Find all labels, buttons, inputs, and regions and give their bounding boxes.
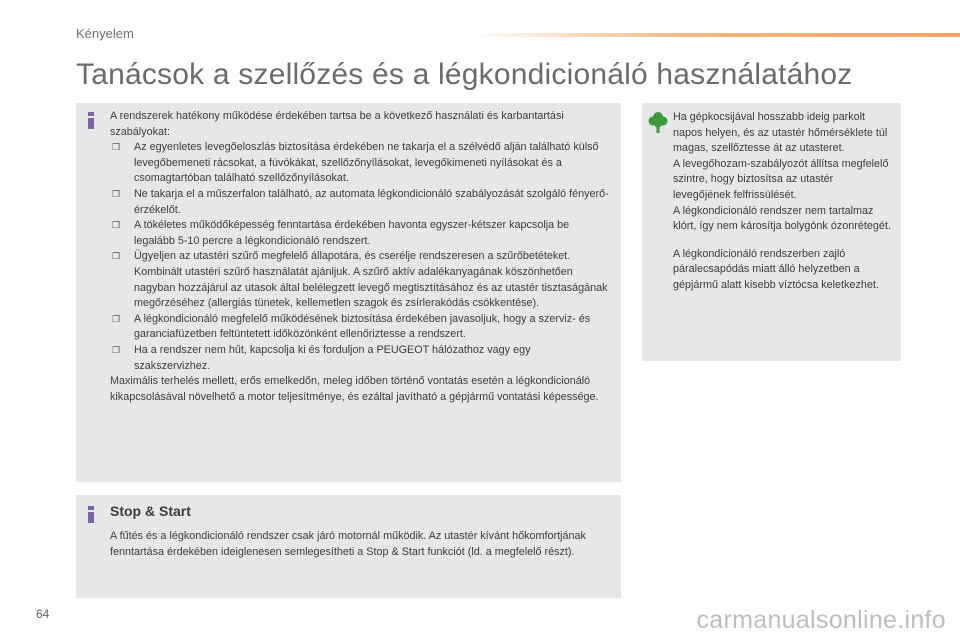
stop-start-title: Stop & Start <box>110 503 191 519</box>
eco-paragraph: Ha gépkocsijával hosszabb ideig parkolt napos helyen, és az utastér hőmérséklete túl magas, szellőztesse át az utasteret. <box>673 111 888 155</box>
checkbox-bullet-icon: ❒ <box>112 142 121 153</box>
checkbox-bullet-icon: ❒ <box>112 251 121 262</box>
page-number: 64 <box>36 607 50 621</box>
maintenance-list <box>110 140 609 265</box>
stop-start-text: A fűtés és a légkondicionáló rendszer csak járó motornál működik. Az utastér kívánt hőkomfortjának fenntartása érdekében ideiglenesen semlegesítheti a Stop & Start funkciót (ld. a megfelelő részt). <box>110 530 586 558</box>
eco-paragraph: A levegőhozam-szabályozót állítsa megfelelő szintre, hogy biztosítsa az utastér levegőjének felfrissülését. <box>673 157 889 201</box>
stop-start-box <box>76 495 621 598</box>
eco-paragraph: A légkondicionáló rendszerben zajló páralecsapódás miatt álló helyzetben a gépjármű alatt kisebb víztócsa keletkezhet. <box>673 247 879 291</box>
list-item: ❒ A tökéletes működőképesség fenntartása érdekében havonta egyszer-kétszer kapcsolja be legalább 5-10 percre a légkondicionáló rendszert. <box>112 219 570 247</box>
watermark: carmanualsonline.info <box>696 606 946 634</box>
section-label: Kényelem <box>76 26 134 41</box>
maintenance-list-2 <box>110 312 609 374</box>
eco-info-box <box>642 103 901 361</box>
checkbox-bullet-icon: ❒ <box>112 344 121 355</box>
list-item: ❒ Az egyenletes levegőeloszlás biztosítása érdekében ne takarja el a szélvédő alján található külső levegőbemeneti rácsokat, a fúvókákat, szellőzőnyílásokat, levegőkimeneti nyílásokat és a csomagtartóban található szellőzőnyílásokat. <box>112 141 599 185</box>
checkbox-bullet-icon: ❒ <box>112 313 121 324</box>
list-item: ❒ Ha a rendszer nem hűt, kapcsolja ki és forduljon a PEUGEOT hálózathoz vagy egy szakszervizhez. <box>112 343 531 372</box>
list-item: ❒ Ne takarja el a műszerfalon található, az automata légkondicionáló szabályozását szolgáló fényerő-érzékelőt. <box>112 187 609 216</box>
info-icon <box>87 112 96 129</box>
eco-paragraph: A légkondicionáló rendszer nem tartalmaz klórt, így nem károsítja bolygónk ózonrétegét. <box>673 204 891 233</box>
checkbox-bullet-icon: ❒ <box>112 220 121 231</box>
eco-text <box>673 110 893 294</box>
maintenance-info-box <box>76 103 621 482</box>
header-accent-bar <box>470 33 960 37</box>
filter-note: Kombinált utastéri szűrő használatát ajánljuk. A szűrő aktív adalékanyagának köszönhetően nagyban hozzájárul az utasok által belélegzett levegő megtisztításához és az utastér tisztaságának megőrzéséhez (allergiás tünetek, kellemetlen szagok és zsírlerakódás csökkentése). <box>134 265 608 310</box>
intro-paragraph: A rendszerek hatékony működése érdekében tartsa be a következő használati és karbantartási szabályokat: <box>110 110 564 138</box>
page-title: Tanácsok a szellőzés és a légkondicionáló használatához <box>76 58 853 91</box>
info-icon <box>87 506 96 523</box>
closing-paragraph: Maximális terhelés mellett, erős emelkedőn, meleg időben történő vontatás esetén a légkondicionáló kikapcsolásával növelhető a motor teljesítménye, és ezáltal javítható a gépjármű vontatási képessége. <box>110 375 599 403</box>
tree-icon <box>648 111 668 133</box>
maintenance-text <box>110 109 609 405</box>
list-item: ❒ A légkondicionáló megfelelő működésének biztosítása érdekében javasoljuk, hogy a szerviz- és garanciafüzetben feltüntetett időközönként ellenőriztesse a rendszert. <box>112 312 591 341</box>
checkbox-bullet-icon: ❒ <box>112 188 121 199</box>
list-item: ❒ Ügyeljen az utastéri szűrő megfelelő állapotára, és cserélje rendszeresen a szűrőbetéteket. <box>110 249 609 265</box>
